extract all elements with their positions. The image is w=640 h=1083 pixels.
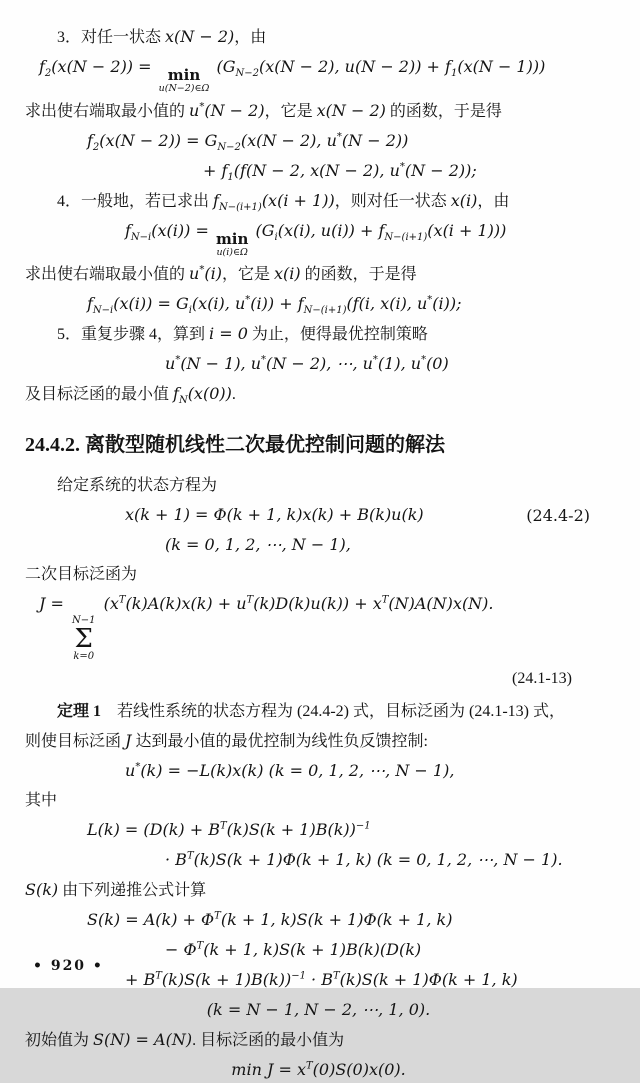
para-s-recursion-intro: S(k) 由下列递推公式计算 xyxy=(25,880,207,899)
para-where: 其中 xyxy=(25,792,58,809)
eq-fni-min: $f_{N-i}(x(i))$ = min u(i)∈Ω ($G_i(x(i)$, $u(i)) + f_{N-(i+1)}(x(i + 1))$) xyxy=(125,220,507,258)
para-find-ustar-n2: 求出使右端取最小值的 u*(N − 2)，它是 x(N − 2) 的函数，于是得 xyxy=(25,100,502,120)
para-find-ustar-i: 求出使右端取最小值的 u*(i)，它是 x(i) 的函数，于是得 xyxy=(25,264,417,283)
step-5-intro: 5．重复步骤 4，算到 i = 0 为止，便得最优控制策略 xyxy=(57,324,428,343)
eq-min-J: $\min J = x^T(0)S(0)x(0)$. xyxy=(231,1060,406,1079)
eq-state-domain: (k = 0, 1, 2, ⋯, N − 1), xyxy=(165,535,351,554)
eq-L-cont: · $B^T(k)S(k + 1)\Phi(k + 1$, k) (k = 0, 1, 2, ⋯, N − 1). xyxy=(165,850,563,869)
step-3-intro: 3．对任一状态 x(N − 2)，由 xyxy=(57,27,267,46)
eq-fni-expanded: $f_{N-i}(x(i)) = G_i(x(i)$, $u^*(i)) + f_{N-(i+1)}(f(i$, x(i), u*(i)); xyxy=(87,294,462,317)
eq-S-1: $S(k) = A(k) + \Phi^T(k + 1$, k)S(k + 1)Φ(k + 1, k) xyxy=(87,910,453,929)
eq-L: $L(k) = (D(k) + B^T(k)S(k + 1)B(k))^{-1}$ xyxy=(87,820,371,839)
eqno-24-1-13: (24.1-13) xyxy=(512,670,572,687)
eq-S-domain: (k = N − 1, N − 2, ⋯, 1, 0). xyxy=(206,1000,431,1019)
eq-S-3: + $B^T(k)S(k + 1)B(k))^{-1} \cdot B^T(k)S(k + 1)\Phi(k + 1$, k) xyxy=(125,970,518,989)
eq-f2-expanded-cont: + $f_1(f(N - 2$, x(N − 2), u*(N − 2)); xyxy=(203,160,477,183)
step-4-intro: 4．一般地，若已求出 $f_{N-(i+1)}(x(i + 1))$，则对任一状态 x(i)，由 xyxy=(57,190,510,213)
para-state-eq-intro: 给定系统的状态方程为 xyxy=(57,477,218,494)
eq-optimal-policy: u*(N − 1), u*(N − 2), ⋯, u*(1), u*(0) xyxy=(165,354,449,373)
eqno-24-4-2: (24.4-2) xyxy=(526,505,590,525)
theorem-1-cont: 则使目标泛函 J 达到最小值的最优控制为线性负反馈控制: xyxy=(25,731,428,750)
para-min-value: 及目标泛函的最小值 $f_N(x(0))$. xyxy=(25,384,236,407)
page-number: • 920 • xyxy=(33,958,104,974)
eq-f2-expanded: $f_2(x(N - 2)) = G_{N-2}(x(N - 2)$, u*(N − 2)) xyxy=(87,130,409,153)
para-objective-intro: 二次目标泛函为 xyxy=(25,566,138,583)
eq-state: x(k + 1) = Φ(k + 1, k)x(k) + B(k)u(k) xyxy=(125,505,424,524)
state-equation-row xyxy=(25,502,612,528)
theorem-1: 定理 1 若线性系统的状态方程为 (24.4-2) 式，目标泛函为 (24.1-13) 式， xyxy=(57,703,565,720)
section-heading: 24.4.2. 离散型随机线性二次最优控制问题的解法 xyxy=(25,434,445,456)
eq-S-2: − $\Phi^T(k + 1$, k)S(k + 1)B(k)(D(k) xyxy=(165,940,422,959)
para-initial-value: 初始值为 S(N) = A(N). 目标泛函的最小值为 xyxy=(25,1030,345,1049)
eq-feedback: u*(k) = −L(k)x(k) (k = 0, 1, 2, ⋯, N − 1), xyxy=(125,761,455,780)
eq-objective: J = N−1 Σ k=0 $(x^T(k)A(k)x(k) + u^T(k)D(k)u(k)) + x^T(N)A(N)x(N)$. xyxy=(39,594,494,662)
eq-f2-min: $f_2(x(N - 2))$ = min u(N−2)∈Ω ($G_{N-2}(x(N - 2)$, $u(N - 2)) + f_1(x(N - 1))$) xyxy=(39,57,546,94)
